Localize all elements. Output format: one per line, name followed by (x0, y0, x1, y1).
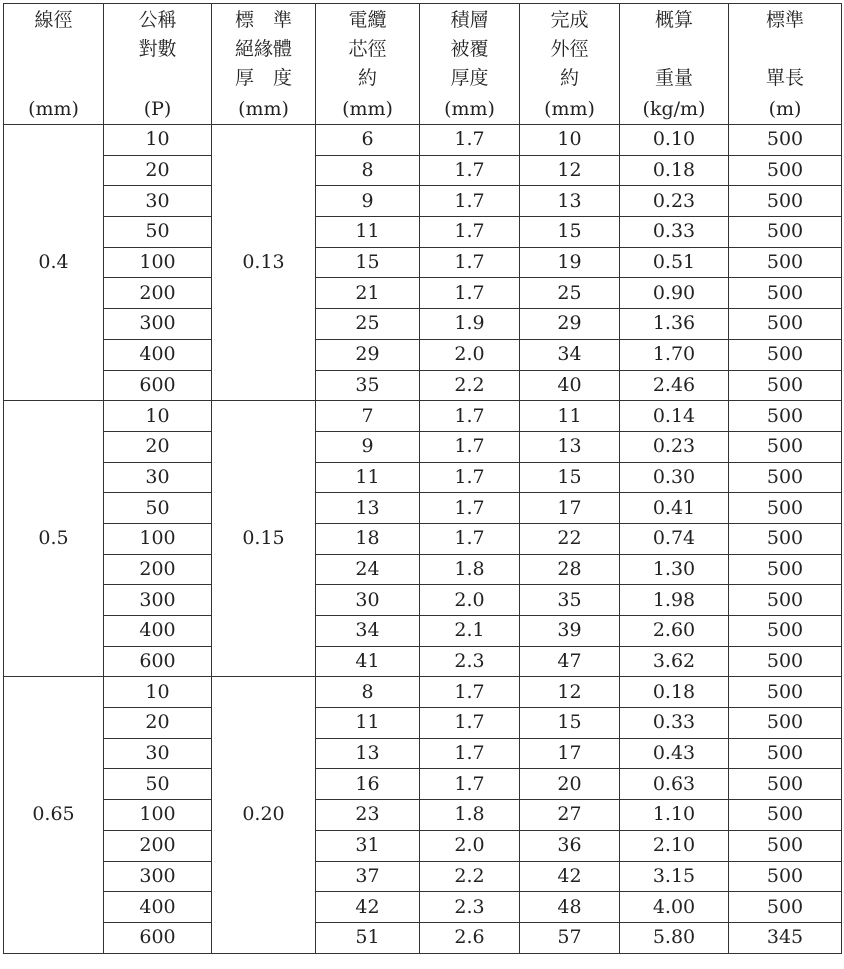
outer-diameter-cell: 42 (520, 861, 620, 892)
outer-diameter-cell: 17 (520, 493, 620, 524)
core-diameter-cell: 41 (316, 646, 420, 677)
table-row (4, 523, 842, 554)
header-line: 被覆 (450, 38, 489, 60)
wire-diameter-cell: 0.5 (4, 401, 104, 677)
table-row (4, 309, 842, 340)
header-line: 厚 度 (234, 67, 292, 89)
sheath-thickness-cell: 1.7 (420, 738, 520, 769)
sheath-thickness-cell: 1.8 (420, 554, 520, 585)
pair-count-cell: 200 (104, 830, 212, 861)
outer-diameter-cell: 36 (520, 830, 620, 861)
outer-diameter-cell: 15 (520, 708, 620, 739)
weight-cell: 0.51 (620, 247, 729, 278)
table-row (4, 616, 842, 647)
standard-length-cell: 500 (729, 708, 842, 739)
outer-diameter-cell: 27 (520, 800, 620, 831)
standard-length-cell: 500 (729, 217, 842, 248)
weight-cell: 1.30 (620, 554, 729, 585)
header-line: 電纜 (348, 9, 387, 31)
core-diameter-cell: 51 (316, 922, 420, 953)
table-row (4, 800, 842, 831)
outer-diameter-cell: 48 (520, 892, 620, 923)
sheath-thickness-cell: 2.2 (420, 861, 520, 892)
pair-count-cell: 30 (104, 738, 212, 769)
pair-count-cell: 400 (104, 892, 212, 923)
standard-length-cell: 500 (729, 125, 842, 156)
weight-cell: 0.23 (620, 186, 729, 217)
outer-diameter-cell: 40 (520, 370, 620, 401)
weight-cell: 0.10 (620, 125, 729, 156)
outer-diameter-cell: 28 (520, 554, 620, 585)
standard-length-cell: 500 (729, 769, 842, 800)
sheath-thickness-cell: 2.0 (420, 339, 520, 370)
outer-diameter-cell: 39 (520, 616, 620, 647)
wire-diameter-cell: 0.65 (4, 677, 104, 953)
header-line: 厚度 (450, 67, 489, 89)
sheath-thickness-cell: 1.7 (420, 186, 520, 217)
outer-diameter-cell: 22 (520, 523, 620, 554)
table-row (4, 431, 842, 462)
outer-diameter-cell: 10 (520, 125, 620, 156)
header-label: 單長 (765, 67, 804, 89)
table-row (4, 769, 842, 800)
sheath-thickness-cell: 2.2 (420, 370, 520, 401)
table-row (4, 278, 842, 309)
weight-cell: 0.33 (620, 217, 729, 248)
standard-length-cell: 345 (729, 922, 842, 953)
pair-count-cell: 100 (104, 523, 212, 554)
standard-length-cell: 500 (729, 738, 842, 769)
core-diameter-cell: 34 (316, 616, 420, 647)
table-row (4, 738, 842, 769)
table-row (4, 830, 842, 861)
sheath-thickness-cell: 2.0 (420, 585, 520, 616)
header-line: 外徑 (550, 38, 589, 60)
core-diameter-cell: 13 (316, 738, 420, 769)
standard-length-cell: 500 (729, 677, 842, 708)
header-pair-count (104, 4, 212, 125)
standard-length-cell: 500 (729, 616, 842, 647)
table-row (4, 370, 842, 401)
core-diameter-cell: 30 (316, 585, 420, 616)
table-row (4, 217, 842, 248)
sheath-thickness-cell: 1.7 (420, 493, 520, 524)
weight-cell: 0.33 (620, 708, 729, 739)
outer-diameter-cell: 25 (520, 278, 620, 309)
core-diameter-cell: 23 (316, 800, 420, 831)
sheath-thickness-cell: 1.7 (420, 677, 520, 708)
insulation-thickness-cell: 0.20 (212, 677, 316, 953)
weight-cell: 2.10 (620, 830, 729, 861)
header-unit: (mm) (444, 98, 495, 120)
outer-diameter-cell: 57 (520, 922, 620, 953)
header-core-diameter (316, 4, 420, 125)
standard-length-cell: 500 (729, 800, 842, 831)
pair-count-cell: 200 (104, 278, 212, 309)
pair-count-cell: 600 (104, 922, 212, 953)
core-diameter-cell: 35 (316, 370, 420, 401)
sheath-thickness-cell: 1.7 (420, 217, 520, 248)
pair-count-cell: 300 (104, 861, 212, 892)
pair-count-cell: 10 (104, 677, 212, 708)
header-unit: (mm) (28, 98, 79, 120)
core-diameter-cell: 29 (316, 339, 420, 370)
core-diameter-cell: 7 (316, 401, 420, 432)
weight-cell: 2.46 (620, 370, 729, 401)
core-diameter-cell: 42 (316, 892, 420, 923)
table-row (4, 585, 842, 616)
standard-length-cell: 500 (729, 431, 842, 462)
standard-length-cell: 500 (729, 462, 842, 493)
weight-cell: 2.60 (620, 616, 729, 647)
header-standard-length (729, 4, 842, 125)
outer-diameter-cell: 17 (520, 738, 620, 769)
sheath-thickness-cell: 1.7 (420, 401, 520, 432)
header-line: 完成 (550, 9, 589, 31)
outer-diameter-cell: 12 (520, 155, 620, 186)
outer-diameter-cell: 34 (520, 339, 620, 370)
sheath-thickness-cell: 1.7 (420, 278, 520, 309)
standard-length-cell: 500 (729, 493, 842, 524)
table-header (4, 4, 842, 125)
sheath-thickness-cell: 1.7 (420, 155, 520, 186)
core-diameter-cell: 11 (316, 708, 420, 739)
outer-diameter-cell: 35 (520, 585, 620, 616)
outer-diameter-cell: 20 (520, 769, 620, 800)
weight-cell: 0.30 (620, 462, 729, 493)
outer-diameter-cell: 12 (520, 677, 620, 708)
header-line: 對數 (138, 38, 177, 60)
pair-count-cell: 50 (104, 493, 212, 524)
weight-cell: 5.80 (620, 922, 729, 953)
pair-count-cell: 20 (104, 708, 212, 739)
outer-diameter-cell: 29 (520, 309, 620, 340)
weight-cell: 0.63 (620, 769, 729, 800)
core-diameter-cell: 8 (316, 155, 420, 186)
pair-count-cell: 10 (104, 401, 212, 432)
table-row (4, 186, 842, 217)
core-diameter-cell: 11 (316, 217, 420, 248)
weight-cell: 0.90 (620, 278, 729, 309)
core-diameter-cell: 11 (316, 462, 420, 493)
outer-diameter-cell: 13 (520, 431, 620, 462)
table-row (4, 247, 842, 278)
standard-length-cell: 500 (729, 339, 842, 370)
core-diameter-cell: 8 (316, 677, 420, 708)
outer-diameter-cell: 47 (520, 646, 620, 677)
header-line: 約 (559, 67, 579, 89)
standard-length-cell: 500 (729, 309, 842, 340)
core-diameter-cell: 21 (316, 278, 420, 309)
standard-length-cell: 500 (729, 155, 842, 186)
pair-count-cell: 600 (104, 646, 212, 677)
weight-cell: 4.00 (620, 892, 729, 923)
table-row (4, 462, 842, 493)
sheath-thickness-cell: 1.7 (420, 708, 520, 739)
weight-cell: 0.41 (620, 493, 729, 524)
weight-cell: 0.18 (620, 155, 729, 186)
core-diameter-cell: 18 (316, 523, 420, 554)
table-row (4, 892, 842, 923)
pair-count-cell: 600 (104, 370, 212, 401)
pair-count-cell: 200 (104, 554, 212, 585)
insulation-thickness-cell: 0.15 (212, 401, 316, 677)
core-diameter-cell: 24 (316, 554, 420, 585)
pair-count-cell: 50 (104, 769, 212, 800)
weight-cell: 1.70 (620, 339, 729, 370)
outer-diameter-cell: 19 (520, 247, 620, 278)
outer-diameter-cell: 13 (520, 186, 620, 217)
sheath-thickness-cell: 1.8 (420, 800, 520, 831)
standard-length-cell: 500 (729, 523, 842, 554)
table-row (4, 677, 842, 708)
cable-spec-table (3, 3, 842, 954)
sheath-thickness-cell: 1.7 (420, 125, 520, 156)
header-line: 標 準 (234, 9, 292, 31)
header-line: 公稱 (138, 9, 177, 31)
header-line: 約 (357, 67, 377, 89)
table-row (4, 125, 842, 156)
header-unit: (mm) (544, 98, 595, 120)
core-diameter-cell: 9 (316, 186, 420, 217)
core-diameter-cell: 13 (316, 493, 420, 524)
header-line: 線徑 (34, 9, 73, 31)
standard-length-cell: 500 (729, 186, 842, 217)
table-row (4, 339, 842, 370)
table-row (4, 493, 842, 524)
table-row (4, 401, 842, 432)
table-row (4, 155, 842, 186)
table-row (4, 708, 842, 739)
weight-cell: 1.36 (620, 309, 729, 340)
sheath-thickness-cell: 1.9 (420, 309, 520, 340)
header-weight (620, 4, 729, 125)
header-label: 重量 (654, 67, 693, 89)
weight-cell: 0.14 (620, 401, 729, 432)
header-unit: (mm) (342, 98, 393, 120)
pair-count-cell: 30 (104, 462, 212, 493)
pair-count-cell: 50 (104, 217, 212, 248)
outer-diameter-cell: 15 (520, 462, 620, 493)
sheath-thickness-cell: 2.1 (420, 616, 520, 647)
standard-length-cell: 500 (729, 370, 842, 401)
wire-diameter-cell: 0.4 (4, 125, 104, 401)
pair-count-cell: 20 (104, 431, 212, 462)
pair-count-cell: 300 (104, 309, 212, 340)
header-unit: (P) (143, 98, 172, 120)
header-line: 標準 (765, 9, 804, 31)
sheath-thickness-cell: 2.6 (420, 922, 520, 953)
core-diameter-cell: 6 (316, 125, 420, 156)
header-row (4, 4, 842, 125)
pair-count-cell: 400 (104, 339, 212, 370)
weight-cell: 0.23 (620, 431, 729, 462)
pair-count-cell: 30 (104, 186, 212, 217)
weight-cell: 1.10 (620, 800, 729, 831)
header-line: 芯徑 (348, 38, 387, 60)
header-unit: (m) (768, 98, 802, 120)
insulation-thickness-cell: 0.13 (212, 125, 316, 401)
pair-count-cell: 100 (104, 247, 212, 278)
table-row (4, 646, 842, 677)
pair-count-cell: 10 (104, 125, 212, 156)
sheath-thickness-cell: 1.7 (420, 769, 520, 800)
header-insulation-thickness (212, 4, 316, 125)
standard-length-cell: 500 (729, 861, 842, 892)
weight-cell: 3.62 (620, 646, 729, 677)
header-line: 概算 (654, 9, 693, 31)
core-diameter-cell: 15 (316, 247, 420, 278)
header-unit: (mm) (238, 98, 289, 120)
table-body (4, 125, 842, 954)
standard-length-cell: 500 (729, 554, 842, 585)
pair-count-cell: 400 (104, 616, 212, 647)
header-outer-diameter (520, 4, 620, 125)
core-diameter-cell: 37 (316, 861, 420, 892)
header-wire-diameter (4, 4, 104, 125)
header-sheath-thickness (420, 4, 520, 125)
core-diameter-cell: 31 (316, 830, 420, 861)
standard-length-cell: 500 (729, 247, 842, 278)
sheath-thickness-cell: 1.7 (420, 462, 520, 493)
sheath-thickness-cell: 2.3 (420, 646, 520, 677)
standard-length-cell: 500 (729, 892, 842, 923)
standard-length-cell: 500 (729, 830, 842, 861)
pair-count-cell: 20 (104, 155, 212, 186)
weight-cell: 3.15 (620, 861, 729, 892)
core-diameter-cell: 9 (316, 431, 420, 462)
pair-count-cell: 100 (104, 800, 212, 831)
pair-count-cell: 300 (104, 585, 212, 616)
table-row (4, 554, 842, 585)
sheath-thickness-cell: 2.0 (420, 830, 520, 861)
weight-cell: 0.74 (620, 523, 729, 554)
outer-diameter-cell: 11 (520, 401, 620, 432)
header-line: 絕緣體 (234, 38, 292, 60)
standard-length-cell: 500 (729, 585, 842, 616)
sheath-thickness-cell: 2.3 (420, 892, 520, 923)
weight-cell: 0.43 (620, 738, 729, 769)
sheath-thickness-cell: 1.7 (420, 247, 520, 278)
weight-cell: 0.18 (620, 677, 729, 708)
standard-length-cell: 500 (729, 646, 842, 677)
weight-cell: 1.98 (620, 585, 729, 616)
table-row (4, 861, 842, 892)
standard-length-cell: 500 (729, 278, 842, 309)
sheath-thickness-cell: 1.7 (420, 431, 520, 462)
standard-length-cell: 500 (729, 401, 842, 432)
header-unit: (kg/m) (642, 98, 706, 120)
table-row (4, 922, 842, 953)
core-diameter-cell: 25 (316, 309, 420, 340)
outer-diameter-cell: 15 (520, 217, 620, 248)
header-line: 積層 (450, 9, 489, 31)
core-diameter-cell: 16 (316, 769, 420, 800)
sheath-thickness-cell: 1.7 (420, 523, 520, 554)
